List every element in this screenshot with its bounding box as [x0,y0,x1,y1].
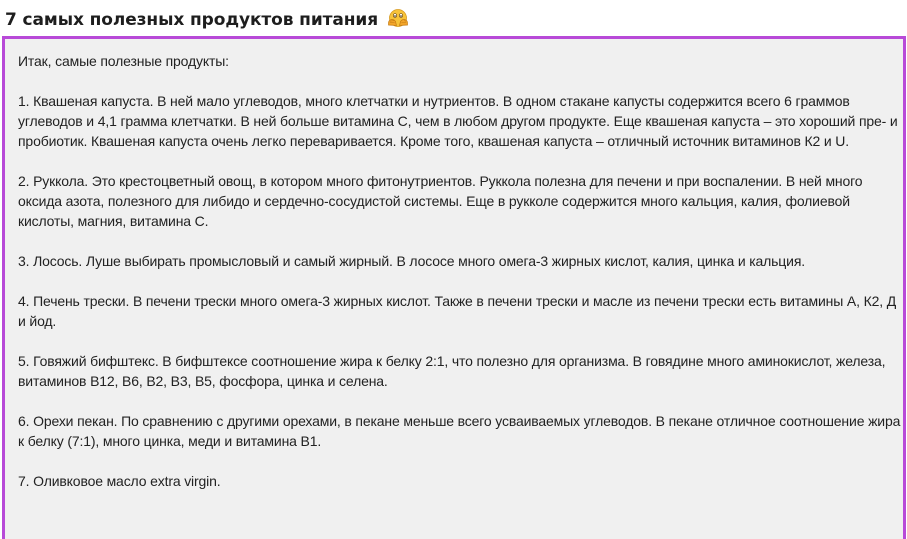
post-body-panel [2,36,906,539]
post-title-row [5,8,410,30]
list-item: 6. Орехи пекан. По сравнению с другими орехами, в пекане меньше всего усваиваемых углеводов. В пекане отличное соотношение жира к белку (7:1), много цинка, меди и витамина В1. [18,413,901,449]
post-content [18,51,903,511]
list-item: 5. Говяжий бифштекс. В бифштексе соотношение жира к белку 2:1, что полезно для организма. В говядине много аминокислот, железа, витаминов В12, В6, В2, В3, В5, фосфора, цинка и селена. [18,353,886,389]
post-intro: Итак, самые полезные продукты: [18,53,229,69]
post-header [0,0,907,34]
list-item: 4. Печень трески. В печени трески много омега-3 жирных кислот. Также в печени трески и масле из печени трески есть витамины А, К2, Д и йод. [18,293,897,329]
list-item: 7. Оливковое масло extra virgin. [18,473,221,489]
list-item: 1. Квашеная капуста. В ней мало углеводов, много клетчатки и нутриентов. В одном стакане капусты содержится всего 6 граммов углеводов и 4,1 грамма клетчатки. В ней больше витамина С, чем в любом другом продукте. Еще квашеная капуста – это хороший пре- и пробиотик. Квашеная капуста очень легко переваривается. Кроме того, квашеная капуста – отличный источник витаминов К2 и U. [18,93,898,149]
post-title: 7 самых полезных продуктов питания [5,10,379,30]
list-item: 3. Лосось. Луше выбирать промысловый и самый жирный. В лососе много омега-3 жирных кислот, калия, цинка и кальция. [18,253,806,269]
face-with-hand-over-mouth-emoji-icon [386,8,410,28]
list-item: 2. Руккола. Это крестоцветный овощ, в котором много фитонутриентов. Руккола полезна для печени и при воспалении. В ней много оксида азота, полезного для либидо и сердечно-сосудистой системы. Еще в рукколе содержится много кальция, калия, фолиевой кислоты, магния, витамина С. [18,173,863,229]
